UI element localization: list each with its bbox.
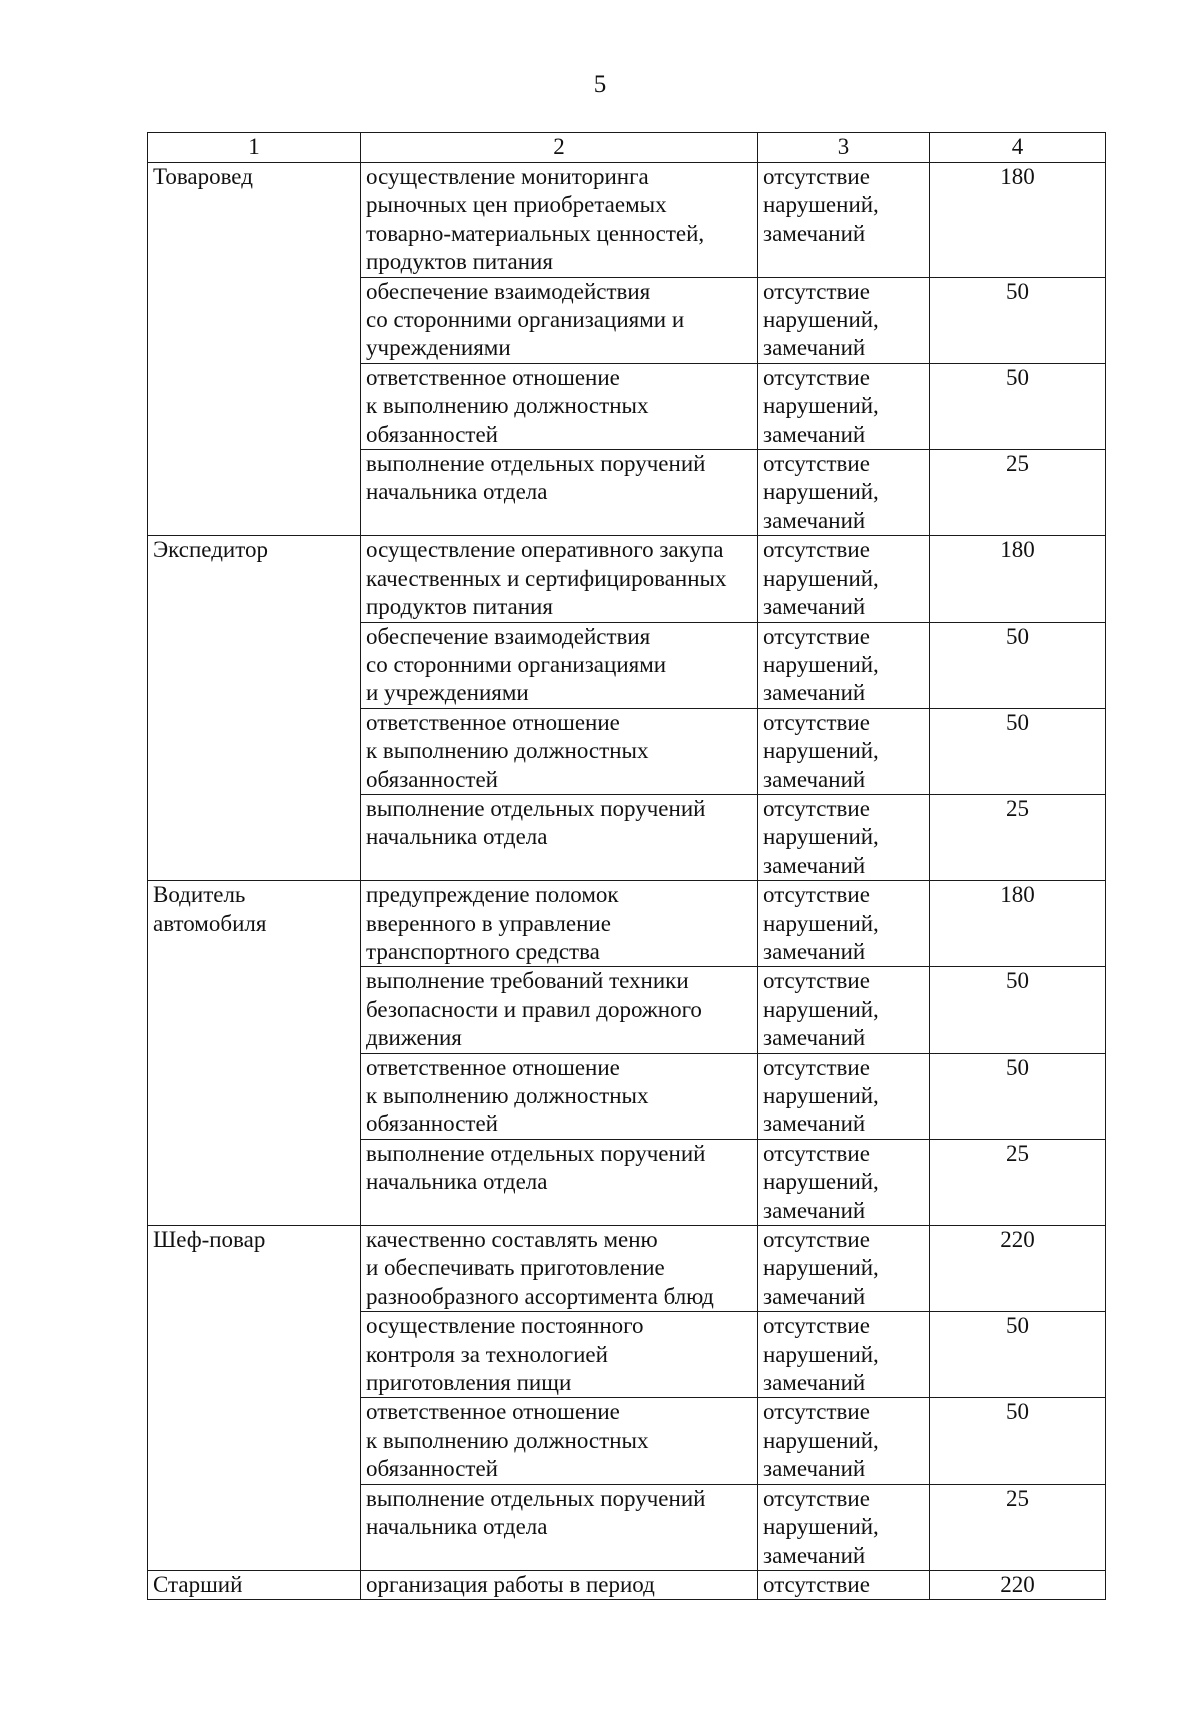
condition-line: отсутствие — [763, 1227, 870, 1253]
condition-line: нарушений, — [763, 651, 879, 677]
criteria-line: выполнение отдельных поручений — [366, 795, 706, 821]
criteria-table — [147, 132, 1106, 1600]
criteria-line: продуктов питания — [366, 249, 553, 275]
condition-line: замечаний — [763, 421, 866, 447]
condition-line: отсутствие — [763, 364, 870, 390]
points-cell: 50 — [930, 708, 1106, 794]
criteria-line: приготовления пищи — [366, 1370, 572, 1396]
condition-line: замечаний — [763, 680, 866, 706]
condition-line: нарушений, — [763, 307, 879, 333]
condition-cell — [758, 794, 930, 880]
criteria-line: разнообразного ассортимента блюд — [366, 1283, 714, 1309]
condition-cell — [758, 163, 930, 278]
criteria-line: и учреждениями — [366, 680, 529, 706]
condition-line: замечаний — [763, 1456, 866, 1482]
points-cell: 220 — [930, 1226, 1106, 1312]
table-row — [148, 1226, 1106, 1312]
criteria-line: безопасности и правил дорожного — [366, 996, 702, 1022]
criteria-line: качественных и сертифицированных — [366, 565, 727, 591]
points-cell: 50 — [930, 277, 1106, 363]
criteria-line: движения — [366, 1025, 462, 1051]
condition-cell — [758, 1139, 930, 1225]
condition-line: нарушений, — [763, 1427, 879, 1453]
condition-line: отсутствие — [763, 164, 870, 189]
condition-cell — [758, 450, 930, 536]
header-cell-1: 1 — [148, 133, 361, 163]
criteria-line: продуктов питания — [366, 594, 553, 620]
criteria-line: к выполнению должностных — [366, 1083, 649, 1108]
criteria-cell — [361, 450, 758, 536]
criteria-cell — [361, 1484, 758, 1570]
condition-line: нарушений, — [763, 1169, 879, 1195]
condition-line: нарушений, — [763, 996, 879, 1022]
points-cell: 180 — [930, 536, 1106, 622]
condition-line: отсутствие — [763, 623, 870, 649]
position-cell — [148, 1570, 361, 1599]
criteria-line: осуществление оперативного закупа — [366, 537, 724, 563]
points-cell: 50 — [930, 622, 1106, 708]
condition-line: отсутствие — [763, 1054, 870, 1080]
position-line: Водитель — [153, 882, 246, 908]
position-cell — [148, 1226, 361, 1571]
condition-line: замечаний — [763, 1197, 866, 1223]
table-row — [148, 163, 1106, 278]
points-cell: 220 — [930, 1570, 1106, 1599]
condition-line: замечаний — [763, 1370, 866, 1396]
criteria-cell — [361, 1139, 758, 1225]
criteria-line: начальника отдела — [366, 1169, 548, 1195]
header-cell-3: 3 — [758, 133, 930, 163]
criteria-line: ответственное отношение — [366, 364, 620, 390]
criteria-line: к выполнению должностных — [366, 1427, 649, 1453]
criteria-line: качественно составлять меню — [366, 1227, 658, 1253]
condition-line: нарушений, — [763, 1083, 879, 1108]
criteria-line: обязанностей — [366, 1456, 498, 1482]
condition-line: замечаний — [763, 507, 866, 533]
condition-line: отсутствие — [763, 537, 870, 563]
criteria-line: и обеспечивать приготовление — [366, 1255, 665, 1281]
position-line: Старший — [153, 1571, 243, 1597]
criteria-cell — [361, 967, 758, 1053]
criteria-line: ответственное отношение — [366, 709, 620, 735]
condition-line: нарушений, — [763, 393, 879, 419]
criteria-line: вверенного в управление — [366, 910, 611, 936]
condition-line: нарушений, — [763, 565, 879, 591]
criteria-cell — [361, 1570, 758, 1599]
condition-line: замечаний — [763, 852, 866, 878]
criteria-line: организация работы в период — [366, 1571, 655, 1597]
condition-line: нарушений, — [763, 1514, 879, 1540]
condition-line: замечаний — [763, 220, 866, 246]
condition-cell — [758, 967, 930, 1053]
points-cell: 50 — [930, 1312, 1106, 1398]
criteria-cell — [361, 1226, 758, 1312]
condition-line: отсутствие — [763, 795, 870, 821]
criteria-line: учреждениями — [366, 335, 511, 361]
condition-line: замечаний — [763, 766, 866, 792]
condition-line: нарушений, — [763, 192, 879, 218]
condition-cell — [758, 1398, 930, 1484]
condition-cell — [758, 536, 930, 622]
criteria-cell — [361, 1398, 758, 1484]
condition-line: отсутствие — [763, 278, 870, 304]
criteria-line: обеспечение взаимодействия — [366, 623, 651, 649]
condition-cell — [758, 881, 930, 967]
criteria-line: предупреждение поломок — [366, 882, 619, 908]
header-cell-2: 2 — [361, 133, 758, 163]
condition-line: замечаний — [763, 1025, 866, 1051]
criteria-line: осуществление постоянного — [366, 1313, 644, 1339]
criteria-cell — [361, 881, 758, 967]
condition-line: замечаний — [763, 938, 866, 964]
criteria-line: обеспечение взаимодействия — [366, 278, 651, 304]
points-cell: 25 — [930, 1139, 1106, 1225]
criteria-line: ответственное отношение — [366, 1054, 620, 1080]
criteria-line: к выполнению должностных — [366, 393, 649, 419]
condition-line: нарушений, — [763, 1255, 879, 1281]
condition-line: отсутствие — [763, 1571, 870, 1597]
condition-line: нарушений, — [763, 738, 879, 764]
position-line: автомобиля — [153, 910, 267, 936]
criteria-line: начальника отдела — [366, 1514, 548, 1540]
position-line: Экспедитор — [153, 537, 268, 563]
criteria-line: рыночных цен приобретаемых — [366, 192, 667, 218]
position-line: Товаровед — [153, 164, 253, 189]
criteria-line: выполнение требований техники — [366, 968, 689, 994]
condition-line: отсутствие — [763, 1140, 870, 1166]
condition-line: отсутствие — [763, 1399, 870, 1425]
points-cell: 25 — [930, 794, 1106, 880]
criteria-line: выполнение отдельных поручений — [366, 1140, 706, 1166]
condition-line: отсутствие — [763, 451, 870, 477]
position-cell — [148, 536, 361, 881]
condition-cell — [758, 1226, 930, 1312]
condition-line: нарушений, — [763, 479, 879, 505]
table-header-row — [148, 133, 1106, 163]
table-body — [148, 133, 1106, 1600]
condition-line: замечаний — [763, 1542, 866, 1568]
criteria-line: к выполнению должностных — [366, 738, 649, 764]
points-cell: 50 — [930, 967, 1106, 1053]
criteria-line: ответственное отношение — [366, 1399, 620, 1425]
condition-line: отсутствие — [763, 1485, 870, 1511]
points-cell: 50 — [930, 1398, 1106, 1484]
position-cell — [148, 163, 361, 536]
condition-line: замечаний — [763, 1111, 866, 1137]
page-number: 5 — [593, 71, 607, 98]
condition-cell — [758, 1312, 930, 1398]
criteria-line: выполнение отдельных поручений — [366, 1485, 706, 1511]
table-row — [148, 1570, 1106, 1599]
points-cell: 25 — [930, 1484, 1106, 1570]
position-cell — [148, 881, 361, 1226]
condition-cell — [758, 1570, 930, 1599]
condition-line: отсутствие — [763, 882, 870, 908]
condition-line: замечаний — [763, 335, 866, 361]
criteria-cell — [361, 536, 758, 622]
criteria-cell — [361, 1312, 758, 1398]
criteria-cell — [361, 1053, 758, 1139]
criteria-cell — [361, 163, 758, 278]
points-cell: 25 — [930, 450, 1106, 536]
condition-cell — [758, 1484, 930, 1570]
criteria-cell — [361, 794, 758, 880]
condition-line: замечаний — [763, 1283, 866, 1309]
criteria-line: обязанностей — [366, 766, 498, 792]
criteria-line: контроля за технологией — [366, 1341, 608, 1367]
points-cell: 180 — [930, 881, 1106, 967]
condition-line: отсутствие — [763, 1313, 870, 1339]
condition-line: отсутствие — [763, 968, 870, 994]
condition-line: нарушений, — [763, 910, 879, 936]
table-row — [148, 536, 1106, 622]
condition-cell — [758, 277, 930, 363]
points-cell: 50 — [930, 363, 1106, 449]
points-cell: 50 — [930, 1053, 1106, 1139]
criteria-line: транспортного средства — [366, 938, 600, 964]
criteria-line: обязанностей — [366, 1111, 498, 1137]
condition-line: замечаний — [763, 594, 866, 620]
criteria-line: начальника отдела — [366, 479, 548, 505]
criteria-line: товарно-материальных ценностей, — [366, 220, 705, 246]
criteria-line: со сторонними организациями — [366, 651, 667, 677]
criteria-line: начальника отдела — [366, 824, 548, 850]
header-cell-4: 4 — [930, 133, 1106, 163]
criteria-cell — [361, 363, 758, 449]
criteria-line: обязанностей — [366, 421, 498, 447]
condition-cell — [758, 622, 930, 708]
condition-line: нарушений, — [763, 824, 879, 850]
table-row — [148, 881, 1106, 967]
criteria-line: выполнение отдельных поручений — [366, 451, 706, 477]
criteria-line: со сторонними организациями и — [366, 307, 685, 333]
points-cell: 180 — [930, 163, 1106, 278]
condition-cell — [758, 708, 930, 794]
position-line: Шеф-повар — [153, 1227, 266, 1253]
criteria-cell — [361, 708, 758, 794]
condition-cell — [758, 1053, 930, 1139]
condition-line: нарушений, — [763, 1341, 879, 1367]
criteria-line: осуществление мониторинга — [366, 164, 649, 189]
criteria-cell — [361, 622, 758, 708]
condition-line: отсутствие — [763, 709, 870, 735]
condition-cell — [758, 363, 930, 449]
criteria-cell — [361, 277, 758, 363]
